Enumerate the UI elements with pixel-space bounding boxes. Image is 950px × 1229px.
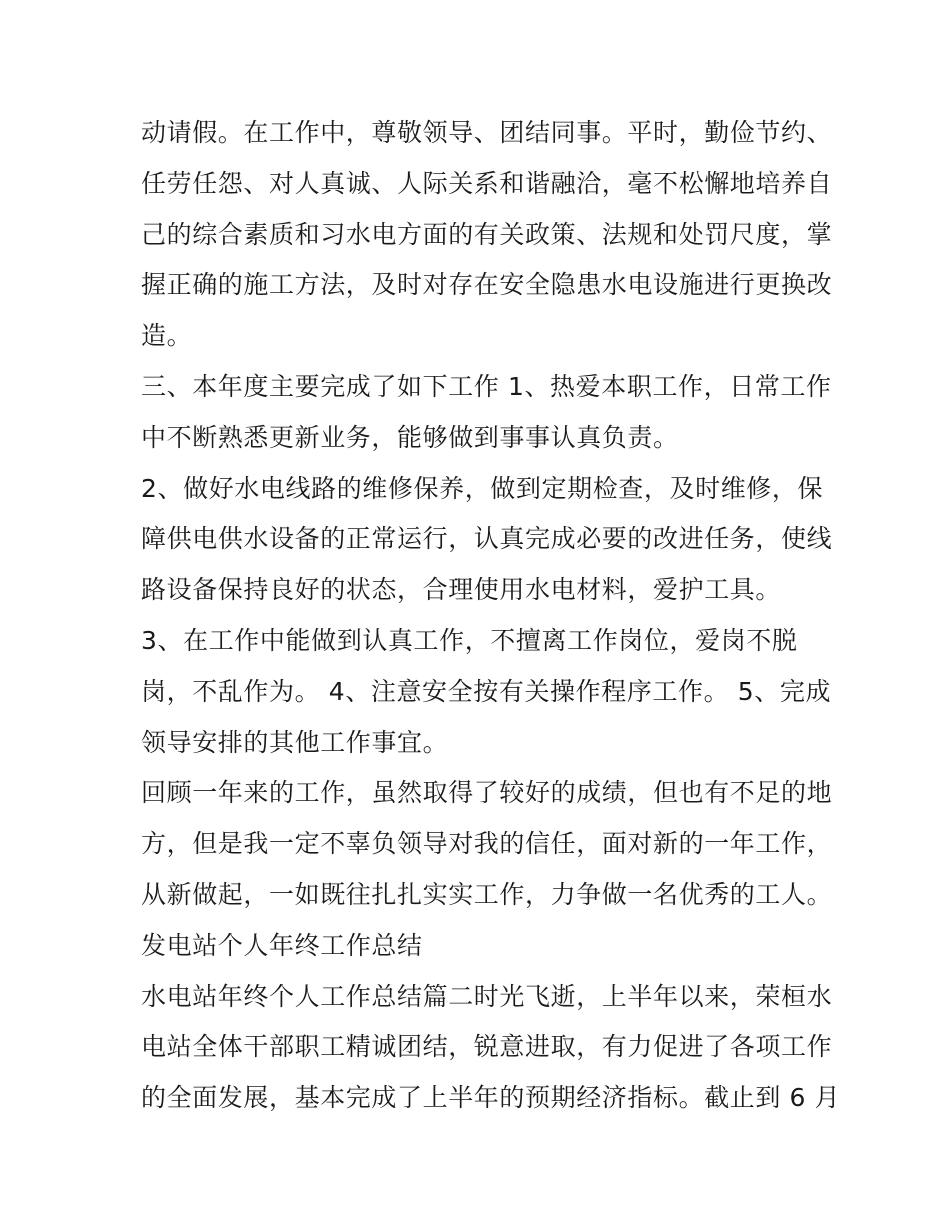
text-line: 电站全体干部职工精诚团结，锐意进取，有力促进了各项工作 (141, 1032, 833, 1062)
text-line: 路设备保持良好的状态，合理使用水电材料，爱护工具。 (141, 575, 782, 605)
text-line: 领导安排的其他工作事宜。 (141, 727, 449, 757)
text-line: 造。 (141, 321, 193, 351)
text-line: 的全面发展，基本完成了上半年的预期经济指标。截止到 6 月 (141, 1083, 841, 1113)
text-line: 方，但是我一定不辜负领导对我的信任，面对新的一年工作， (141, 829, 833, 859)
text-line: 从新做起，一如既往扎扎实实工作，力争做一名优秀的工人。 (141, 879, 833, 909)
text-line: 动请假。在工作中，尊敬领导、团结同事。平时，勤俭节约、 (141, 118, 833, 147)
text-line: 3、在工作中能做到认真工作，不擅离工作岗位，爱岗不脱 (141, 625, 798, 655)
text-line: 中不断熟悉更新业务，能够做到事事认真负责。 (141, 422, 679, 452)
text-line: 水电站年终个人工作总结篇二时光飞逝，上半年以来，荣桓水 (141, 981, 833, 1011)
text-line: 任劳任怨、对人真诚、人际关系和谐融洽，毫不松懈地培养自 (141, 168, 833, 198)
document-body (141, 108, 841, 1124)
text-line: 障供电供水设备的正常运行，认真完成必要的改进任务，使线 (141, 524, 833, 554)
text-line: 2、做好水电线路的维修保养，做到定期检查，及时维修，保 (141, 473, 824, 503)
text-line: 三、本年度主要完成了如下工作 1、热爱本职工作，日常工作 (141, 371, 832, 401)
text-line: 回顾一年来的工作，虽然取得了较好的成绩，但也有不足的地 (141, 778, 833, 808)
section-heading: 发电站个人年终工作总结 (141, 930, 423, 960)
text-line: 己的综合素质和习水电方面的有关政策、法规和处罚尺度，掌 (141, 219, 833, 249)
text-line: 握正确的施工方法，及时对存在安全隐患水电设施进行更换改 (141, 270, 833, 300)
text-line: 岗，不乱作为。 4、注意安全按有关操作程序工作。 5、完成 (141, 676, 832, 706)
